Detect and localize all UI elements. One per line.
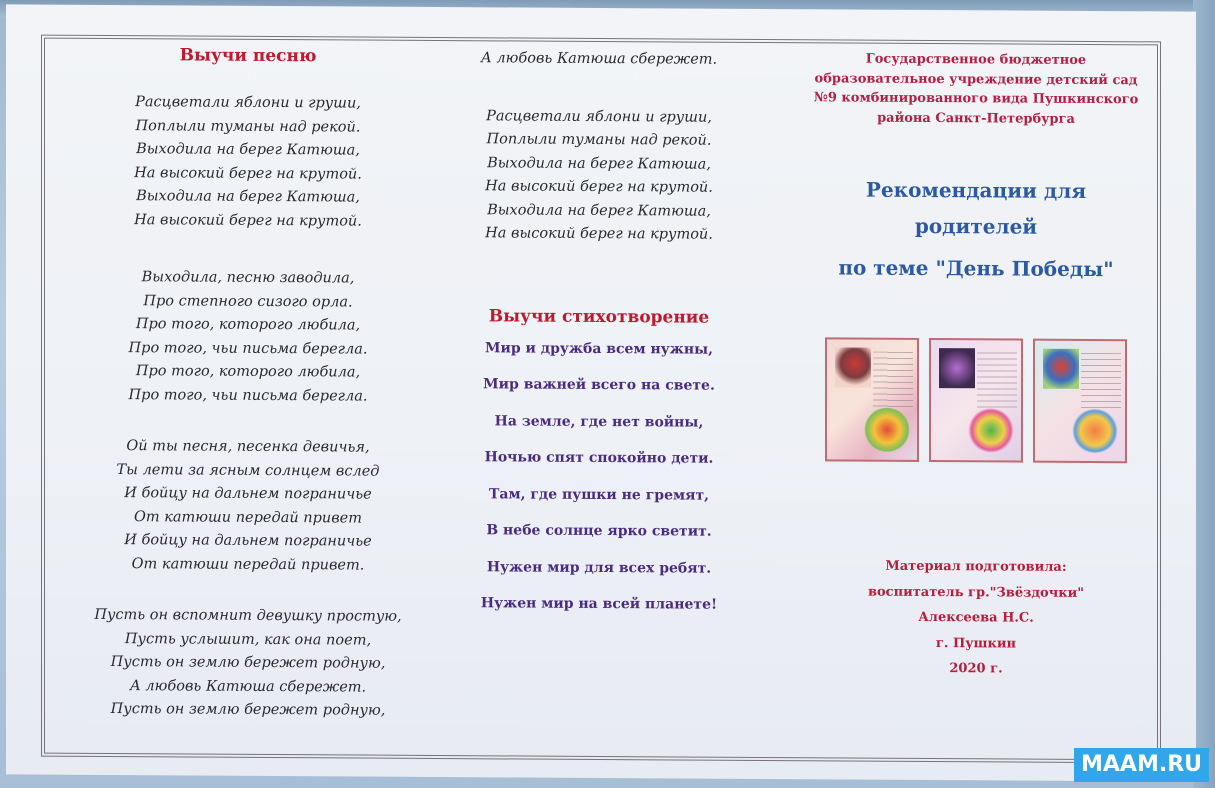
monitor-screen	[6, 4, 1196, 781]
stanza-1	[78, 91, 418, 234]
poem	[444, 330, 754, 624]
verse-line: Про того, которого любила,	[135, 363, 361, 381]
verse-line: Поплыли туманы над рекой.	[486, 131, 712, 149]
verse-line: И бойцу на дальнем пограничье	[124, 485, 372, 503]
poster-thumbnails	[796, 337, 1156, 463]
poem-title: Выучи стихотворение	[488, 305, 710, 328]
org-line: образовательное учреждение детский сад	[814, 70, 1138, 88]
organization-name	[796, 49, 1156, 129]
verse-line: Выходила на берег Катюша,	[487, 154, 711, 173]
credit-line: воспитатель гр."Звёздочки"	[867, 584, 1085, 601]
credit-line: Алексеева Н.С.	[918, 609, 1034, 626]
recommendations-title	[796, 171, 1156, 287]
verse-line: Пусть он вспомнит девушку простую,	[94, 606, 402, 625]
verse-line: Про степного сизого орла.	[143, 292, 353, 310]
rec-line: Рекомендации для	[865, 177, 1087, 203]
stanza-4	[78, 604, 418, 724]
verse-line: Расцветали яблони и груши,	[486, 107, 712, 126]
credit-line: г. Пушкин	[935, 635, 1017, 652]
verse-line: Ты лети за ясным солнцем вслед	[116, 461, 380, 480]
credits	[796, 553, 1156, 683]
org-line: района Санкт-Петербурга	[877, 110, 1075, 127]
verse-line: Про того, чьи письма берегла.	[128, 339, 368, 358]
poem-line: Нужен мир для всех ребят.	[486, 558, 712, 577]
poem-line: Мир важней всего на свете.	[483, 376, 715, 394]
verse-line: От катюши передай привет	[133, 508, 363, 527]
middle-column	[444, 47, 754, 623]
verse-line: Расцветали яблони и груши,	[135, 94, 361, 112]
verse-line: Поплыли туманы над рекой.	[135, 117, 361, 136]
chorus	[444, 105, 754, 248]
verse-line: Про того, которого любила,	[135, 316, 361, 334]
verse-line: Пусть он землю бережет родную,	[110, 654, 386, 672]
org-line: №9 комбинированного вида Пушкинского	[813, 90, 1139, 108]
verse-line: На высокий берег на крутой.	[134, 211, 362, 230]
watermark-logo: MAAM.RU	[1074, 748, 1209, 782]
cover-column	[796, 49, 1156, 683]
song-column	[78, 45, 418, 752]
song-title: Выучи песню	[179, 45, 317, 67]
verse-line: А любовь Катюша сбережет.	[129, 677, 367, 696]
verse-line: Выходила, песню заводила,	[141, 269, 355, 287]
poster-image-3	[1033, 339, 1127, 464]
verse-line: На высокий берег на крутой.	[485, 225, 713, 243]
verse-line: От катюши передай привет.	[131, 555, 365, 574]
poem-line: Нужен мир на всей планете!	[480, 595, 718, 613]
poster-image-2	[929, 338, 1023, 463]
rec-line: родителей	[914, 213, 1038, 239]
verse-line: Выходила на берег Катюша,	[136, 188, 360, 206]
org-line: Государственное бюджетное	[865, 51, 1087, 68]
poem-line: Ночью спят спокойно дети.	[484, 449, 714, 467]
verse-line: Выходила на берег Катюша,	[487, 201, 711, 220]
poster-image-1	[825, 337, 919, 462]
stanza-2	[78, 266, 418, 409]
credit-line: 2020 г.	[949, 661, 1003, 677]
poem-line: На земле, где нет войны,	[494, 412, 704, 431]
verse-line: А любовь Катюша сбережет.	[480, 50, 718, 68]
verse-line: Выходила на берег Катюша,	[136, 141, 360, 159]
rec-line: по теме "День Победы"	[838, 255, 1114, 282]
stanza-3	[78, 435, 418, 578]
poem-line: Там, где пушки не гремят,	[488, 485, 710, 504]
credit-line: Материал подготовила:	[885, 558, 1067, 575]
verse-line: Пусть услышит, как она поет,	[124, 630, 372, 649]
verse-line: И бойцу на дальнем пограничье	[124, 532, 372, 550]
verse-line: Пусть он землю бережет родную,	[110, 701, 386, 719]
verse-line: Про того, чьи письма берегла.	[128, 386, 368, 405]
verse-line: На высокий берег на крутой.	[485, 178, 713, 196]
poem-line: В небе солнце ярко светит.	[486, 522, 712, 540]
verse-line: Ой ты песня, песенка девичья,	[126, 438, 370, 456]
poem-line: Мир и дружба всем нужны,	[485, 339, 713, 358]
monitor-frame-right	[1193, 0, 1215, 788]
verse-line: На высокий берег на крутой.	[134, 164, 362, 183]
